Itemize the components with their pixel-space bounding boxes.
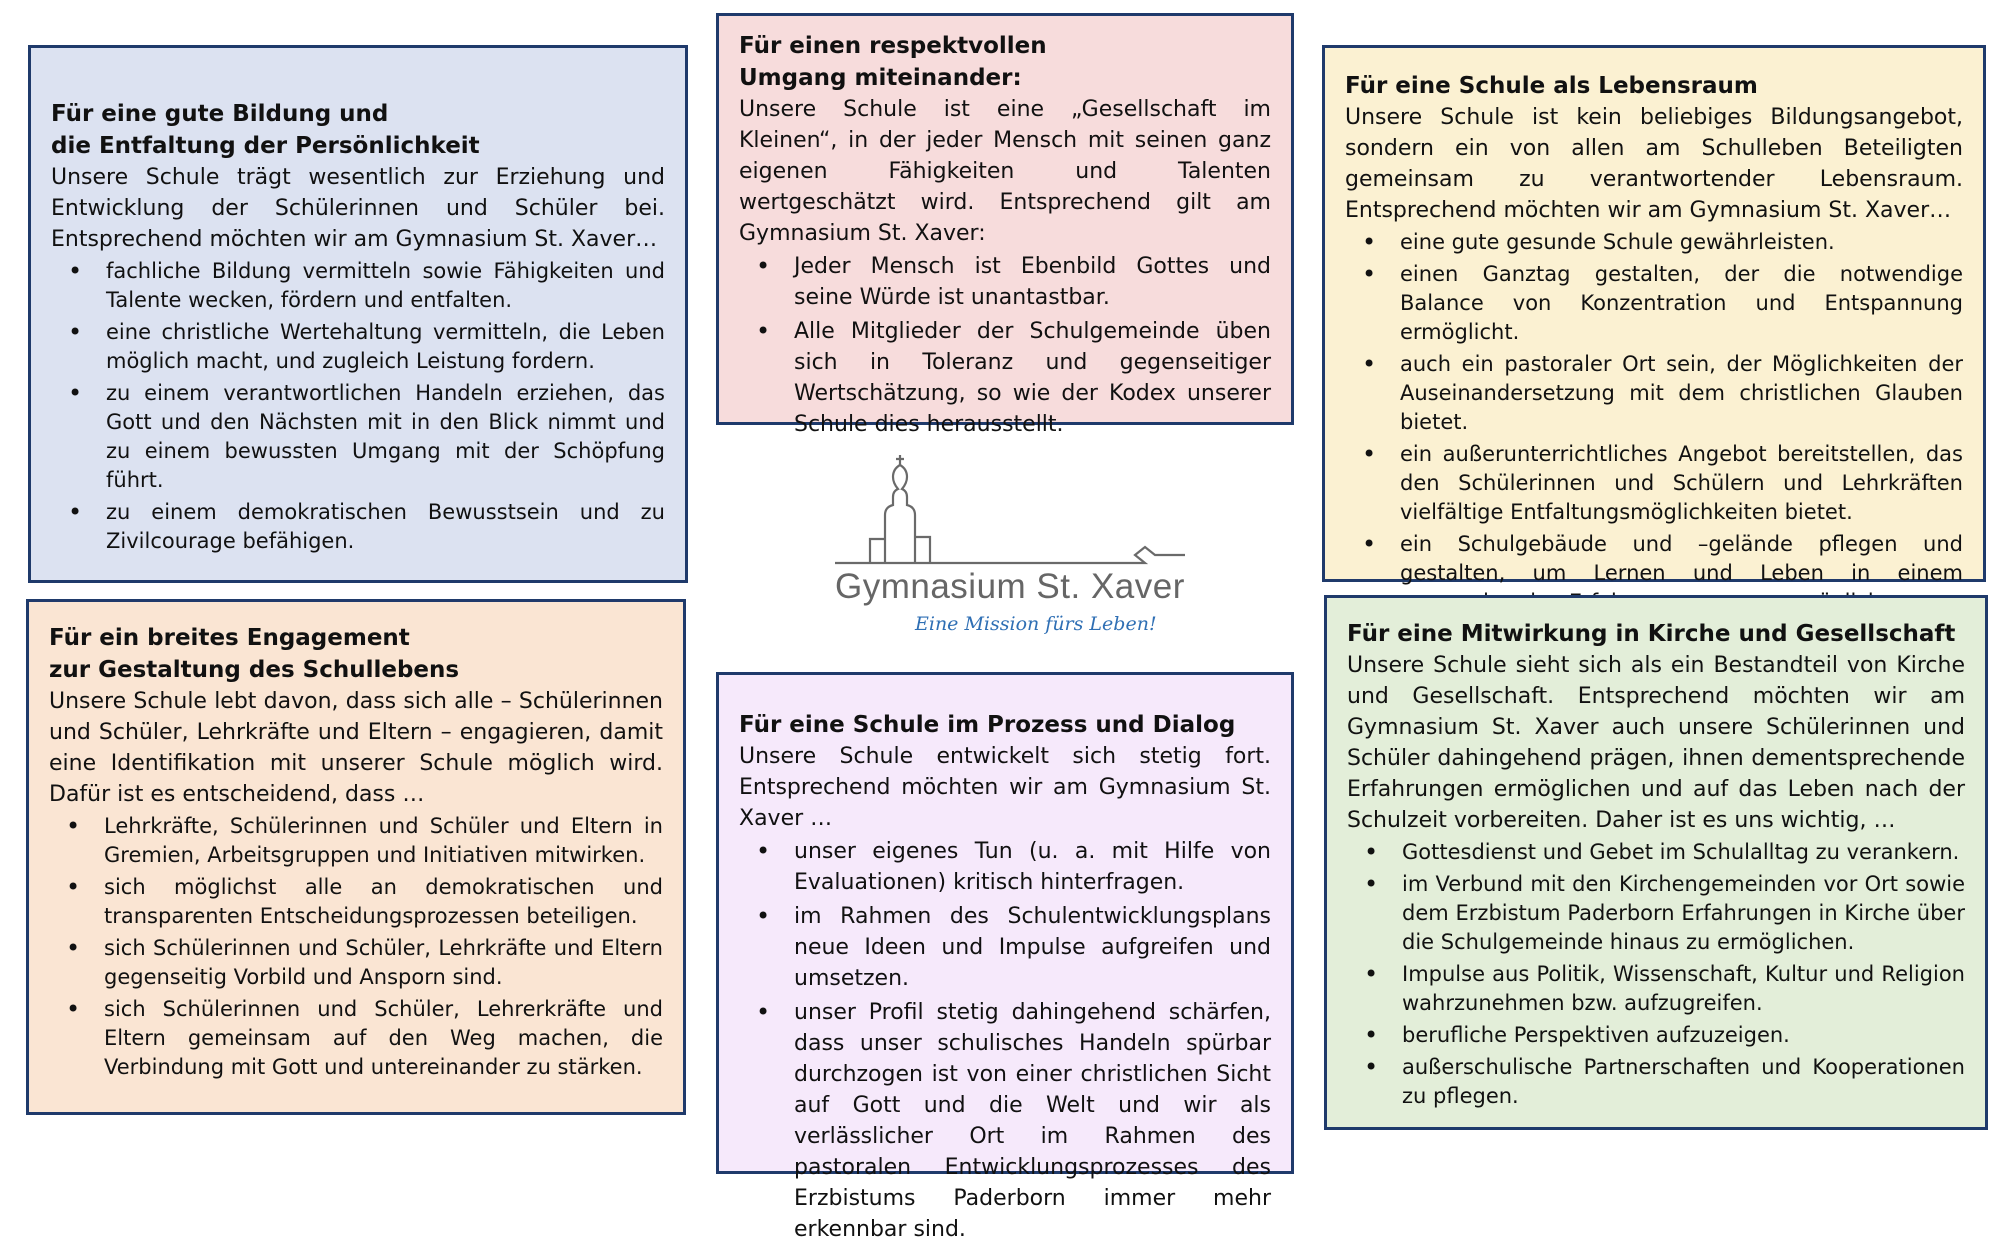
list-item: • Gottesdienst und Gebet im Schulalltag zu verankern. <box>1402 838 1965 867</box>
list-item: • im Rahmen des Schulentwicklungsplans neue Ideen und Impulse aufgreifen und umsetzen. <box>794 901 1271 994</box>
bullet-list <box>49 812 663 1082</box>
box-intro: Unsere Schule entwickelt sich stetig fort. Entsprechend möchten wir am Gymnasium St. Xaver … <box>739 744 1271 831</box>
list-item: • ein außerunterrichtliches Angebot bereitstellen, das den Schülerinnen und Schülern und Lehrkräften vielfältige Entfaltungsmöglichkeiten bietet. <box>1400 440 1963 527</box>
box-intro: Unsere Schule lebt davon, dass sich alle – Schülerinnen und Schüler, Lehrkräfte und Eltern – engagieren, damit eine Identifikation mit unserer Schule möglich wird. Dafür ist es entscheidend, dass … <box>49 689 663 807</box>
list-item: • berufliche Perspektiven aufzuzeigen. <box>1402 1021 1965 1050</box>
box-title: Für eine Schule als Lebensraum <box>1345 73 1758 99</box>
box-intro: Unsere Schule ist kein beliebiges Bildungsangebot, sondern ein von allen am Schulleben Beteiligten gemeinsam zu verantwortender Lebensraum. Entsprechend möchten wir am Gymnasium St. Xaver… <box>1345 105 1963 223</box>
list-item: • sich möglichst alle an demokratischen und transparenten Entscheidungsprozessen beteiligen. <box>104 873 663 931</box>
list-item: • Impulse aus Politik, Wissenschaft, Kultur und Religion wahrzunehmen bzw. aufzugreifen. <box>1402 960 1965 1018</box>
list-item: • Alle Mitglieder der Schulgemeinde üben sich in Toleranz und gegenseitiger Wertschätzung, so wie der Kodex unserer Schule dies herausstellt. <box>794 316 1271 440</box>
box-engagement <box>26 599 686 1115</box>
list-item: • unser Profil stetig dahingehend schärfen, dass unser schulisches Handeln spürbar durchzogen ist von einer christlichen Sicht auf Gott und die Welt und wir als verlässlicher Ort im Rahmen des pastoralen Entwicklungsprozesses des Erzbistums Paderborn immer mehr erkennbar sind. <box>794 997 1271 1245</box>
bullet-list <box>1347 838 1965 1111</box>
box-lebensraum <box>1322 45 1986 585</box>
list-item: • sich Schülerinnen und Schüler, Lehrerkräfte und Eltern gemeinsam auf den Weg machen, die Verbindung mit Gott und untereinander zu stärken. <box>104 995 663 1082</box>
list-item: • fachliche Bildung vermitteln sowie Fähigkeiten und Talente wecken, fördern und entfalten. <box>106 257 665 315</box>
list-item: • Jeder Mensch ist Ebenbild Gottes und seine Würde ist unantastbar. <box>794 251 1271 313</box>
box-kirche <box>1324 595 1988 1130</box>
box-title: Für einen respektvollen Umgang miteinander: <box>739 33 1047 91</box>
list-item: • unser eigenes Tun (u. a. mit Hilfe von Evaluationen) kritisch hinterfragen. <box>794 836 1271 898</box>
list-item: • eine gute gesunde Schule gewährleisten. <box>1400 228 1963 257</box>
bullet-list <box>739 836 1271 1245</box>
list-item: • Lehrkräfte, Schülerinnen und Schüler und Eltern in Gremien, Arbeitsgruppen und Initiativen mitwirken. <box>104 812 663 870</box>
church-icon <box>830 455 1190 575</box>
list-item: • ein Schulgebäude und –gelände pflegen und gestalten, um Lernen und Leben in einem <box>1400 530 1963 617</box>
box-intro: Unsere Schule sieht sich als ein Bestandteil von Kirche und Gesellschaft. Entsprechend möchten wir am Gymnasium St. Xaver auch unsere Schülerinnen und Schüler dahingehend prägen, ihnen dementsprechende Erfahrungen ermöglichen und auf das Leben nach der Schulzeit vorbereiten. Daher ist es uns wichtig, … <box>1347 653 1965 833</box>
box-intro: Unsere Schule ist eine „Gesellschaft im Kleinen“, in der jeder Mensch mit seinen ganz eigenen Fähigkeiten und Talenten wertgeschätzt wird. Entsprechend gilt am Gymnasium St. Xaver: <box>739 97 1271 246</box>
list-item: • zu einem demokratischen Bewusstsein und zu Zivilcourage befähigen. <box>106 498 665 556</box>
list-item: • sich Schülerinnen und Schüler, Lehrkräfte und Eltern gegenseitig Vorbild und Ansporn sind. <box>104 934 663 992</box>
box-intro: Unsere Schule trägt wesentlich zur Erziehung und Entwicklung der Schülerinnen und Schüler bei. Entsprechend möchten wir am Gymnasium St. Xaver… <box>51 165 665 252</box>
bullet-list <box>51 257 665 556</box>
school-logo <box>830 455 1190 645</box>
list-item: • außerschulische Partnerschaften und Kooperationen zu pflegen. <box>1402 1053 1965 1111</box>
box-prozess <box>716 672 1294 1242</box>
logo-name: Gymnasium St. Xaver <box>835 567 1185 606</box>
logo-slogan: Eine Mission fürs Leben! <box>915 613 1157 635</box>
list-item: • einen Ganztag gestalten, der die notwendige Balance von Konzentration und Entspannung ermöglicht. <box>1400 260 1963 347</box>
list-item: • zu einem verantwortlichen Handeln erziehen, das Gott und den Nächsten mit in den Blick nimmt und zu einem bewussten Umgang mit der Schöpfung führt. <box>106 379 665 495</box>
list-item: • im Verbund mit den Kirchengemeinden vor Ort sowie dem Erzbistum Paderborn Erfahrungen in Kirche über die Schulgemeinde hinaus zu ermöglichen. <box>1402 870 1965 957</box>
box-title: Für eine Mitwirkung in Kirche und Gesellschaft <box>1347 621 1956 647</box>
box-respekt <box>716 13 1294 437</box>
bullet-list <box>739 251 1271 440</box>
list-item: • auch ein pastoraler Ort sein, der Möglichkeiten der Auseinandersetzung mit dem christlichen Glauben bietet. <box>1400 350 1963 437</box>
bullet-list <box>1345 228 1963 617</box>
box-title: Für eine Schule im Prozess und Dialog <box>739 712 1236 738</box>
box-title: Für ein breites Engagement zur Gestaltung des Schullebens <box>49 625 460 683</box>
box-title: Für eine gute Bildung und die Entfaltung der Persönlichkeit <box>51 101 480 159</box>
list-item: • eine christliche Wertehaltung vermitteln, die Leben möglich macht, und zugleich Leistung fordern. <box>106 318 665 376</box>
box-bildung <box>28 45 688 583</box>
